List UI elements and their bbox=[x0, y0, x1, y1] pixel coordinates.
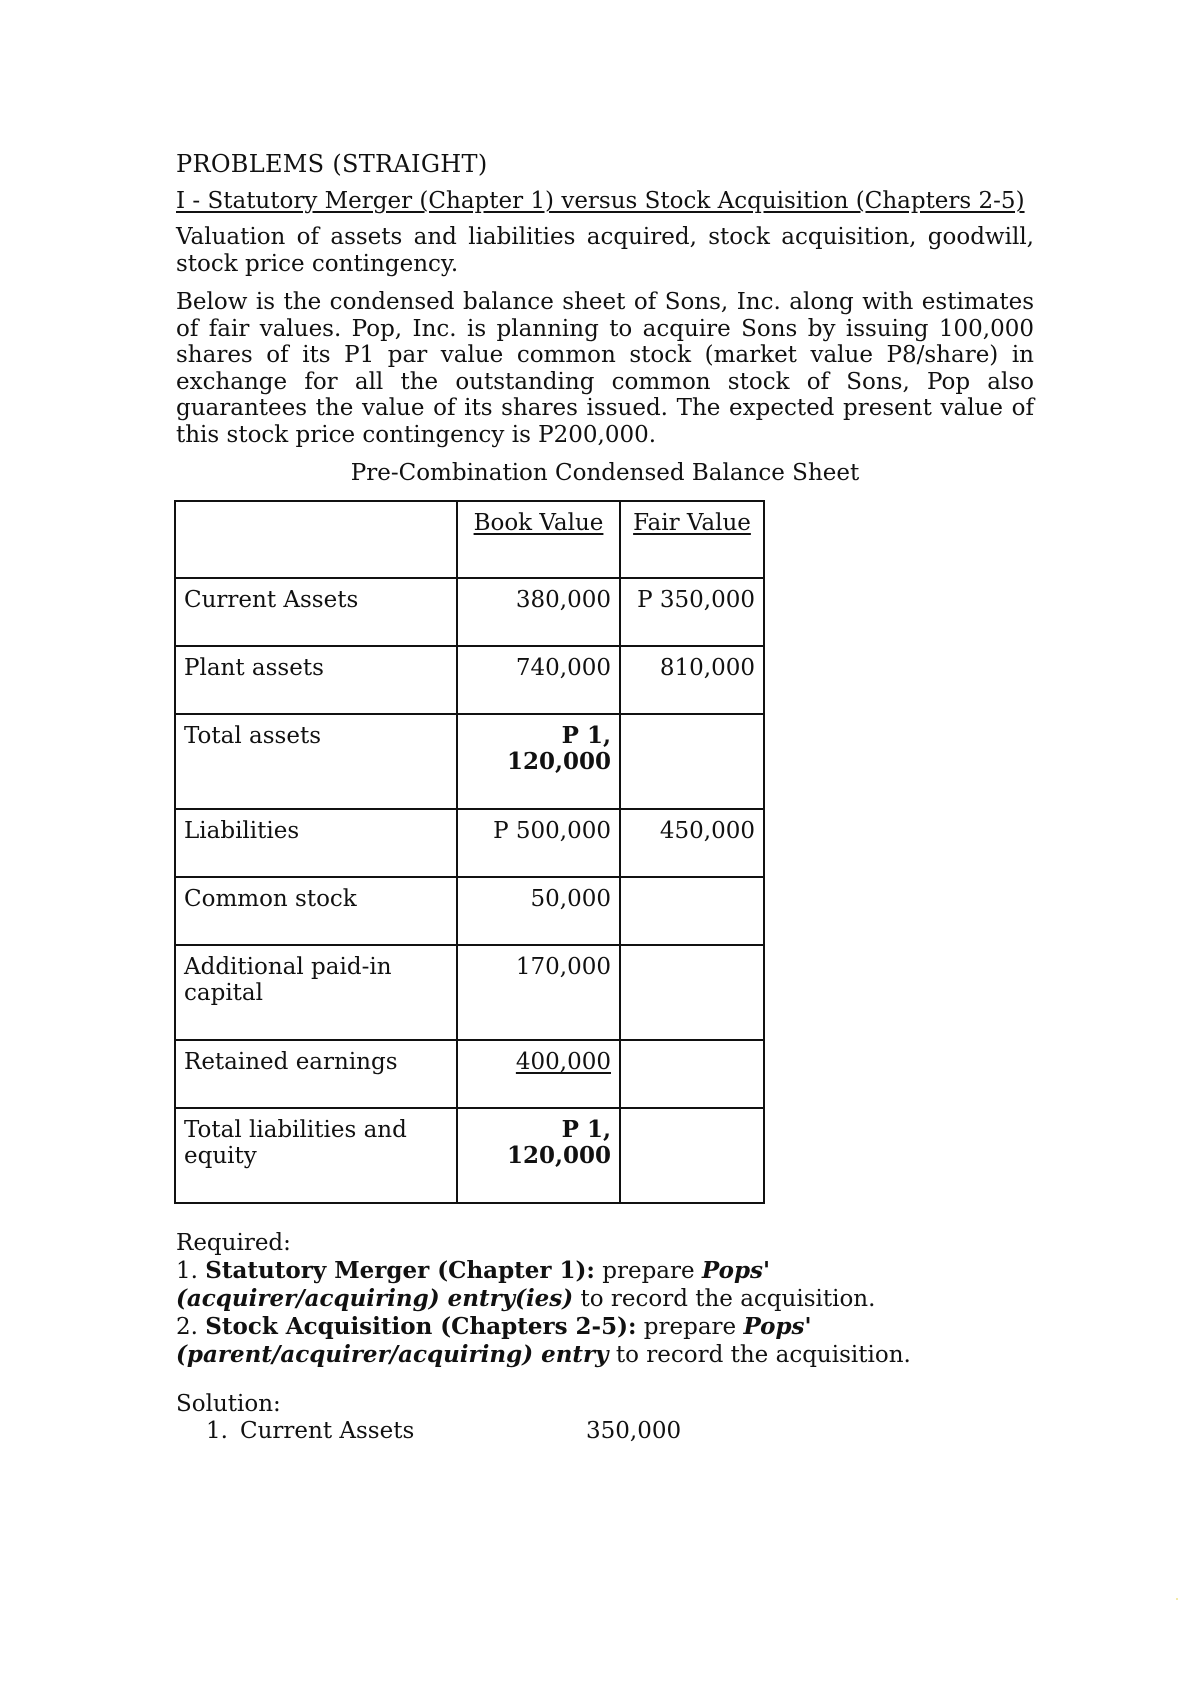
table-row bbox=[175, 1108, 764, 1203]
intro-paragraph: Valuation of assets and liabilities acquired, stock acquisition, goodwill, stock price contingency. bbox=[176, 224, 1034, 277]
solution-item-number: 1. bbox=[206, 1418, 228, 1444]
required-item-2-title: Stock Acquisition (Chapters 2-5): bbox=[205, 1313, 637, 1340]
table-row bbox=[175, 578, 764, 646]
fair-value-cell bbox=[620, 714, 764, 809]
balance-sheet-table bbox=[174, 500, 765, 1204]
table-row bbox=[175, 877, 764, 945]
required-item-2 bbox=[176, 1313, 1034, 1369]
fair-value-cell bbox=[620, 1108, 764, 1203]
required-item-1-text: prepare bbox=[602, 1258, 695, 1284]
book-value-cell: 50,000 bbox=[457, 877, 620, 945]
section-title: I - Statutory Merger (Chapter 1) versus Stock Acquisition (Chapters 2-5) bbox=[176, 188, 1025, 214]
table-row bbox=[175, 1040, 764, 1108]
solution-item-amount: 350,000 bbox=[586, 1418, 682, 1444]
required-label: Required: bbox=[176, 1230, 291, 1256]
header-book-value: Book Value bbox=[457, 501, 620, 578]
required-item-2-tail: to record the acquisition. bbox=[615, 1342, 911, 1368]
solution-section bbox=[176, 1391, 1034, 1445]
fair-value-cell bbox=[620, 1040, 764, 1108]
header-blank-cell bbox=[175, 501, 457, 578]
row-label: Additional paid-in capital bbox=[175, 945, 457, 1040]
document-page bbox=[176, 150, 1034, 1445]
row-label: Current Assets bbox=[175, 578, 457, 646]
solution-item bbox=[176, 1418, 1034, 1445]
underlined-amount: 400,000 bbox=[515, 1049, 611, 1075]
row-label: Liabilities bbox=[175, 809, 457, 877]
required-item-1-company: Pops' bbox=[701, 1257, 771, 1284]
required-item-2-entry: (parent/acquirer/acquiring) entry bbox=[176, 1341, 609, 1368]
table-row bbox=[175, 714, 764, 809]
table-row bbox=[175, 646, 764, 714]
book-value-cell bbox=[457, 1040, 620, 1108]
page-heading: PROBLEMS (STRAIGHT) bbox=[176, 150, 488, 178]
fair-value-cell bbox=[620, 945, 764, 1040]
required-item-1-tail: to record the acquisition. bbox=[580, 1286, 876, 1312]
required-item-1-number: 1. bbox=[176, 1258, 198, 1284]
book-value-cell: 170,000 bbox=[457, 945, 620, 1040]
solution-item-label: Current Assets bbox=[240, 1418, 415, 1444]
header-fair-value: Fair Value bbox=[620, 501, 764, 578]
table-caption: Pre-Combination Condensed Balance Sheet bbox=[350, 460, 860, 486]
book-value-cell: P 1, 120,000 bbox=[457, 714, 620, 809]
book-value-cell: P 500,000 bbox=[457, 809, 620, 877]
book-value-cell: 380,000 bbox=[457, 578, 620, 646]
row-label: Total liabilities and equity bbox=[175, 1108, 457, 1203]
decorative-dot bbox=[1176, 1598, 1178, 1600]
fair-value-cell: 810,000 bbox=[620, 646, 764, 714]
row-label: Plant assets bbox=[175, 646, 457, 714]
balance-sheet-wrapper bbox=[174, 500, 763, 1204]
required-item-2-company: Pops' bbox=[743, 1313, 812, 1340]
table-header-row bbox=[175, 501, 764, 578]
required-item-1-title: Statutory Merger (Chapter 1): bbox=[205, 1257, 595, 1284]
required-item-1 bbox=[176, 1257, 1034, 1313]
required-item-1-entry: (acquirer/acquiring) entry(ies) bbox=[176, 1285, 574, 1312]
fair-value-cell: P 350,000 bbox=[620, 578, 764, 646]
row-label: Common stock bbox=[175, 877, 457, 945]
table-row bbox=[175, 945, 764, 1040]
row-label: Retained earnings bbox=[175, 1040, 457, 1108]
problem-paragraph: Below is the condensed balance sheet of Sons, Inc. along with estimates of fair values. Pop, Inc. is planning to acquire Sons by issuing 100,000 shares of its P1 par value common stock (market value P8/share) in exchange for all the outstanding common stock of Sons, Pop also guarantees the value of its shares issued. The expected present value of this stock price contingency is P200,000. bbox=[176, 289, 1034, 448]
required-section bbox=[176, 1230, 1034, 1369]
required-item-2-number: 2. bbox=[176, 1314, 198, 1340]
book-value-cell: P 1, 120,000 bbox=[457, 1108, 620, 1203]
fair-value-cell bbox=[620, 877, 764, 945]
required-item-2-text: prepare bbox=[643, 1314, 737, 1340]
row-label: Total assets bbox=[175, 714, 457, 809]
book-value-cell: 740,000 bbox=[457, 646, 620, 714]
fair-value-cell: 450,000 bbox=[620, 809, 764, 877]
solution-label: Solution: bbox=[176, 1391, 281, 1417]
table-row bbox=[175, 809, 764, 877]
